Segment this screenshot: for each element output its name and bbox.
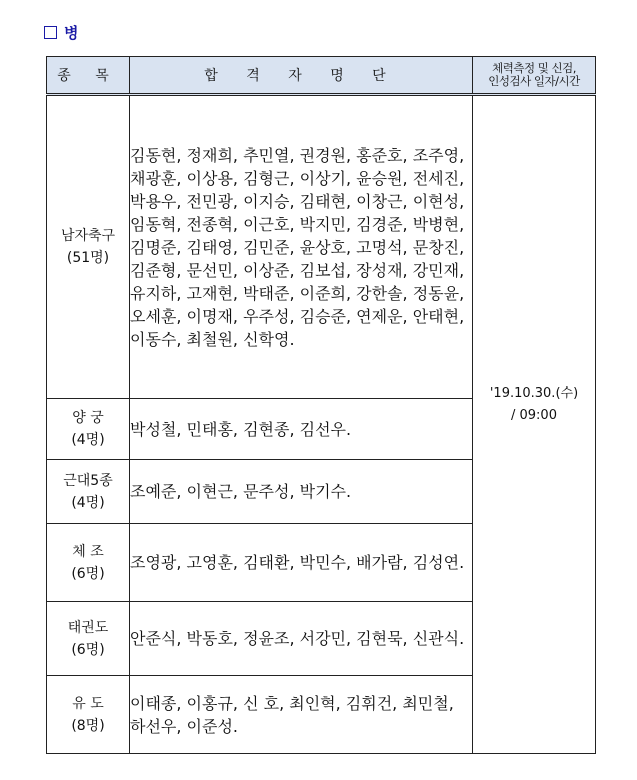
roster-table <box>46 56 596 754</box>
header-sport: 종 목 <box>47 57 130 95</box>
sport-name: 양 궁 <box>72 410 104 426</box>
sport-count: (6명) <box>71 565 105 582</box>
sport-count: (8명) <box>71 717 105 734</box>
table-row <box>47 95 596 399</box>
section-title-text: 병 <box>64 24 80 42</box>
names-cell: 안준식, 박동호, 정윤조, 서강민, 김현묵, 신관식. <box>130 602 473 676</box>
sport-count: (6명) <box>71 641 105 658</box>
header-schedule <box>473 57 596 95</box>
names-cell: 조영광, 고영훈, 김태환, 박민수, 배가람, 김성연. <box>130 524 473 602</box>
sport-name: 태권도 <box>67 619 109 636</box>
schedule-date: '19.10.30.(수) <box>489 385 579 401</box>
schedule-time: / 09:00 <box>511 407 557 423</box>
section-heading <box>44 22 80 43</box>
sport-cell <box>47 602 130 676</box>
names-cell: 이태종, 이홍규, 신 호, 최인혁, 김휘건, 최민철, 하선우, 이준성. <box>130 676 473 754</box>
checkbox-square-icon <box>44 26 57 39</box>
names-cell: 김동현, 정재희, 추민열, 권경원, 홍준호, 조주영, 채광훈, 이상용, 김형근, 이상기, 윤승원, 전세진, 박용우, 전민광, 이지승, 김태현, 이창근, 이현성, 임동혁, 전종혁, 이근호, 박지민, 김경준, 박병현, 김명준, 김태영, 김민준, 윤상호, 고명석, 문창진, 김준형, 문선민, 이상준, 김보섭, 장성재, 강민재, 유지하, 고재현, 박태준, 이준희, 강한솔, 정동윤, 오세훈, 이명재, 우주성, 김승준, 연제운, 안태현, 이동수, 최철원, 신학영. <box>130 95 473 399</box>
sport-count: (4명) <box>71 432 105 448</box>
header-schedule-line1: 체력측정 및 신검, <box>492 61 576 75</box>
sport-name: 근대5종 <box>63 472 113 489</box>
table-header-row <box>47 57 596 95</box>
sport-name: 유 도 <box>72 695 104 712</box>
sport-cell <box>47 460 130 524</box>
header-names: 합 격 자 명 단 <box>130 57 473 95</box>
sport-name: 체 조 <box>72 543 104 560</box>
header-schedule-line2: 인성검사 일자/시간 <box>488 74 580 88</box>
sport-count: (51명) <box>66 250 110 266</box>
sport-count: (4명) <box>71 494 105 511</box>
sport-cell <box>47 524 130 602</box>
sport-name: 남자축구 <box>60 228 116 244</box>
names-cell: 박성철, 민태홍, 김현종, 김선우. <box>130 399 473 460</box>
schedule-cell <box>473 95 596 754</box>
sport-cell <box>47 399 130 460</box>
sport-cell <box>47 676 130 754</box>
names-cell: 조예준, 이현근, 문주성, 박기수. <box>130 460 473 524</box>
sport-cell <box>47 95 130 399</box>
